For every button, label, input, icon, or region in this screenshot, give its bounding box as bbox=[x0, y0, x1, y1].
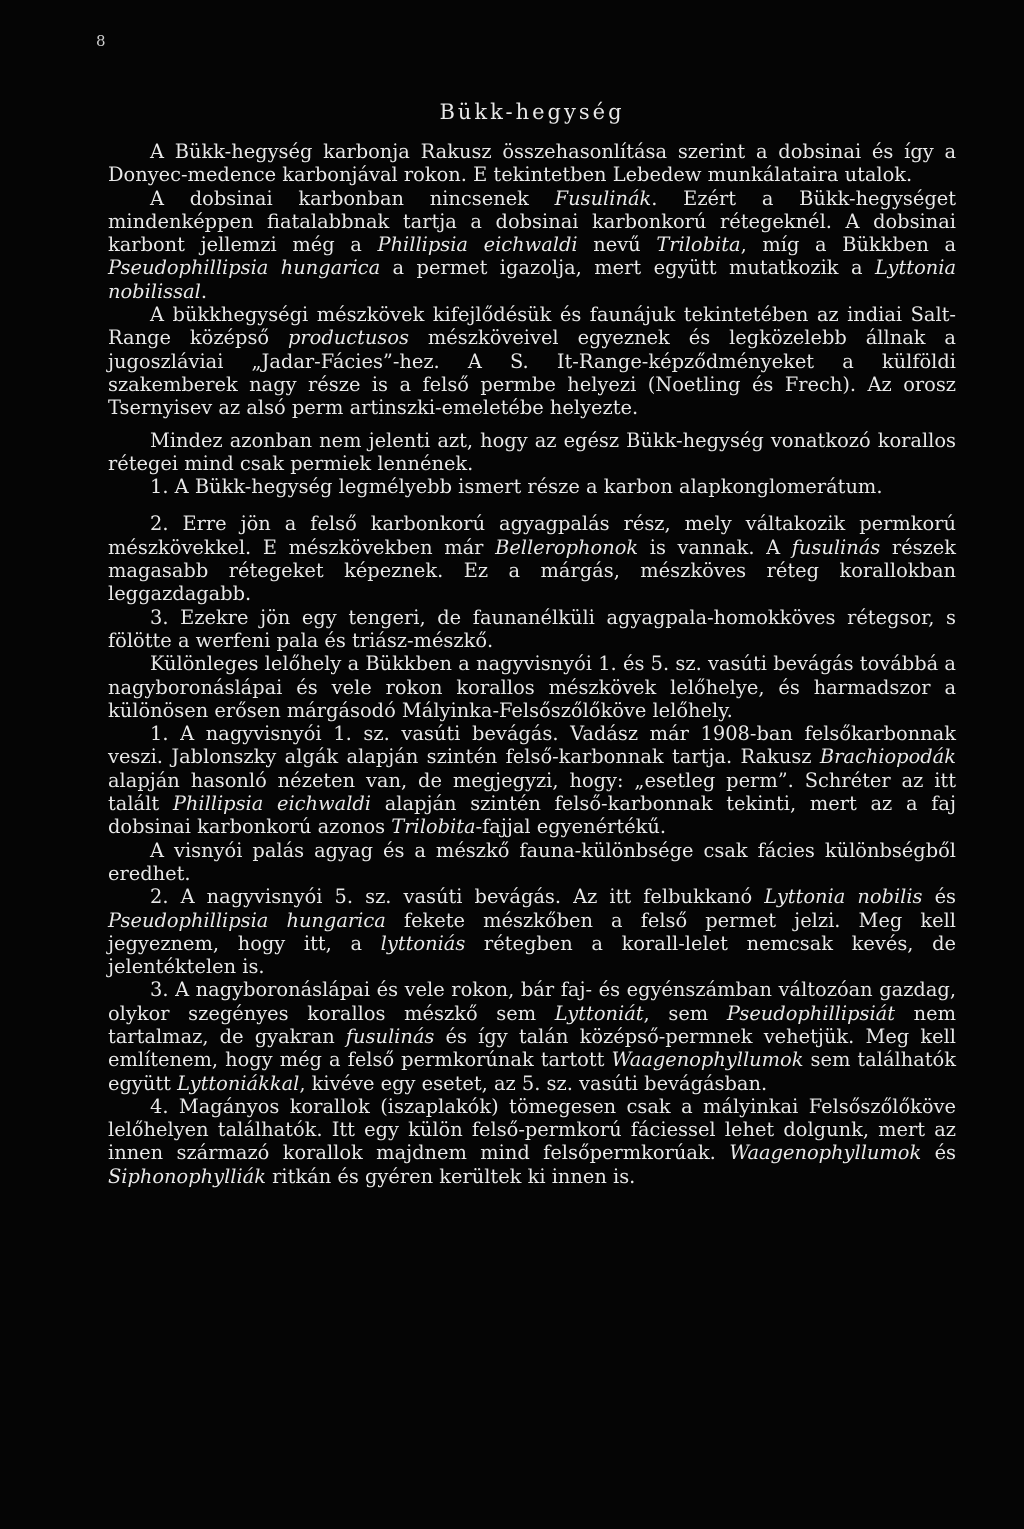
paragraph: A dobsinai karbonban nincsenek Fusulinák. Ezért a Bükk-hegységet mindenképpen fiatalabbnak tartja a dobsinai karbonkorú rétegeknél. A dobsinai karbont jellemzi még a Phillipsia eichwaldi nevű Trilobita, míg a Bükkben a Pseudophillipsia hungarica a permet igazolja, mert együtt mutatkozik a Lyttonia nobilissal. bbox=[108, 186, 957, 303]
paragraph: 2. A nagyvisnyói 5. sz. vasúti bevágás. Az itt felbukkanó Lyttonia nobilis és Pseudophillipsia hungarica fekete mészkőben a felső permet jelzi. Meg kell jegyeznem, hogy itt, a lyttoniás rétegben a korall-lelet nemcsak kevés, de jelentéktelen is. bbox=[108, 885, 957, 979]
paragraph: A Bükk-hegység karbonja Rakusz összehasonlítása szerint a dobsinai és így a Donyec-medence karbonjával rokon. E tekintetben Lebedew munkálataira utalok. bbox=[108, 140, 956, 187]
paragraph: 1. A nagyvisnyói 1. sz. vasúti bevágás. Vadász már 1908-ban felsőkarbonnak veszi. Jablonszky algák alapján szintén felső-karbonnak tartja. Rakusz Brachiopodák alapján hasonló nézeten van, de megjegyzi, hogy: „esetleg perm”. Schréter az itt talált Phillipsia eichwaldi alapján szintén felső-karbonnak tekinti, mert az a faj dobsinai karbonkorú azonos Trilobita-fajjal egyenértékű. bbox=[108, 722, 956, 839]
paragraph: Különleges lelőhely a Bükkben a nagyvisnyói 1. és 5. sz. vasúti bevágás továbbá a nagyboronáslápai és vele rokon korallos mészkövek lelőhelye, és harmadszor a különösen erősen márgásodó Mályinka-Felsőszőlőköve lelőhely. bbox=[108, 652, 956, 722]
paragraph: 3. Ezekre jön egy tengeri, de faunanélküli agyagpala-homokköves rétegsor, s fölötte a werfeni pala és triász-mészkő. bbox=[108, 605, 956, 652]
paragraph: 3. A nagyboronáslápai és vele rokon, bár faj- és egyénszámban változóan gazdag, olykor szegényes korallos mészkő sem Lyttoniát, sem Pseudophillipsiát nem tartalmaz, de gyakran fusulinás és így talán középső-permnek vehetjük. Meg kell említenem, hogy még a felső permkorúnak tartott Waagenophyllumok sem találhatók együtt Lyttoniákkal, kivéve egy esetet, az 5. sz. vasúti bevágásban. bbox=[108, 978, 957, 1095]
paragraph: 1. A Bükk-hegység legmélyebb ismert része a karbon alapkonglomerátum. bbox=[150, 475, 883, 499]
page-number: 8 bbox=[96, 32, 106, 50]
page-title: Bükk-hegység bbox=[439, 100, 625, 124]
paragraph: A visnyói palás agyag és a mészkő fauna-különbsége csak fácies különbségből eredhet. bbox=[108, 838, 956, 885]
paragraph: 2. Erre jön a felső karbonkorú agyagpalás rész, mely váltakozik permkorú mészkövekkel. E mészkövekben már Bellerophonok is vannak. A fusulinás részek magasabb rétegeket képeznek. Ez a márgás, mészköves réteg korallokban leggazdagabb. bbox=[108, 512, 956, 606]
body-text bbox=[108, 140, 956, 1188]
paragraph: 4. Magányos korallok (iszaplakók) tömegesen csak a mályinkai Felsőszőlőköve lelőhelyen találhatók. Itt egy külön felső-permkorú fáciessel lehet dolgunk, mert az innen származó korallok majdnem mind felsőpermkorúak. Waagenophyllumok és Siphonophylliák ritkán és gyéren kerültek ki innen is. bbox=[108, 1094, 957, 1188]
paragraph: Mindez azonban nem jelenti azt, hogy az egész Bükk-hegység vonatkozó korallos rétegei mind csak permiek lennének. bbox=[108, 428, 956, 475]
paragraph: A bükkhegységi mészkövek kifejlődésük és faunájuk tekintetében az indiai Salt-Range középső productusos mészköveivel egyeznek és legközelebb állnak a jugoszláviai „Jadar-Fácies”-hez. A S. It-Range-képződményeket a külföldi szakemberek nagy része is a felső permbe helyezi (Noetling és Frech). Az orosz Tsernyisev az alsó perm artinszki-emeletébe helyezte. bbox=[108, 303, 956, 420]
